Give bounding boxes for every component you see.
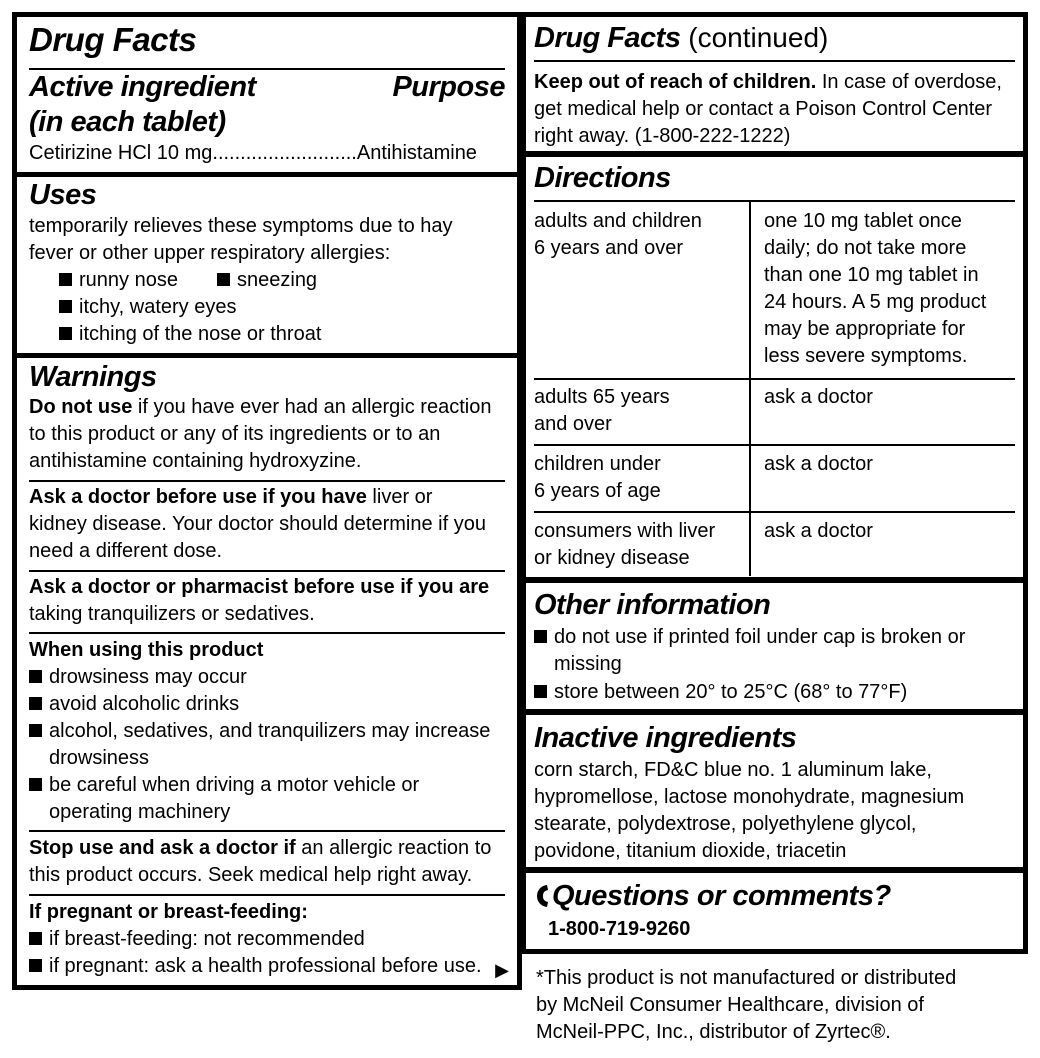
directions-who: 6 years of age [534, 480, 661, 502]
directions-panel [521, 152, 1028, 582]
directions-what: than one 10 mg tablet in [764, 264, 979, 286]
when-using-item-continued: drowsiness [49, 747, 150, 769]
uses-text-line-2: fever or other upper respiratory allergies: [29, 242, 391, 264]
inactive-ingredients-line: corn starch, FD&C blue no. 1 aluminum lake, [534, 759, 932, 781]
directions-what: one 10 mg tablet once [764, 210, 962, 232]
directions-row-rule [534, 511, 1015, 513]
warnings-divider [29, 830, 505, 832]
title-divider [29, 68, 505, 70]
stop-use-line-2: this product occurs. Seek medical help right away. [29, 864, 473, 886]
active-ingredient-heading: Active ingredient [29, 71, 256, 103]
continue-arrow-icon: ▶ [495, 960, 509, 980]
bullet-square-icon [29, 959, 42, 972]
directions-what: 24 hours. A 5 mg product [764, 291, 987, 313]
continued-title: Drug Facts (continued) [534, 22, 829, 54]
when-using-item: drowsiness may occur [29, 664, 247, 691]
pregnant-item: if breast-feeding: not recommended [29, 926, 365, 953]
questions-heading: Questions or comments? [552, 880, 891, 912]
directions-who: adults 65 years [534, 386, 670, 408]
warnings-divider [29, 632, 505, 634]
phone-icon [536, 884, 550, 908]
right-continued-panel [521, 12, 1028, 156]
when-using-item: avoid alcoholic drinks [29, 691, 239, 718]
do-not-use-line-3: antihistamine containing hydroxyzine. [29, 450, 362, 472]
directions-what: less severe symptoms. [764, 345, 968, 367]
bullet-square-icon [29, 697, 42, 710]
directions-who: or kidney disease [534, 547, 690, 569]
uses-item: sneezing [217, 267, 317, 294]
keep-out-line-2: get medical help or contact a Poison Control Center [534, 98, 993, 120]
active-ingredient-row [29, 140, 477, 167]
warnings-divider [29, 894, 505, 896]
bullet-square-icon [217, 273, 230, 286]
when-using-heading: When using this product [29, 639, 264, 661]
directions-heading: Directions [534, 162, 671, 194]
uses-heading: Uses [29, 179, 97, 211]
drug-facts-title: Drug Facts [29, 21, 197, 58]
footnote-line: by McNeil Consumer Healthcare, division of [536, 994, 924, 1016]
questions-phone-number: 1-800-719-9260 [548, 918, 691, 940]
other-info-item: store between 20° to 25°C (68° to 77°F) [534, 679, 907, 706]
bullet-square-icon [59, 300, 72, 313]
directions-top-rule [534, 200, 1015, 202]
do-not-use-line-1: Do not use if you have ever had an allergic reaction [29, 396, 492, 418]
directions-what: ask a doctor [764, 386, 873, 408]
ask-doctor-line-2: kidney disease. Your doctor should determine if you [29, 513, 486, 535]
purpose-heading: Purpose [392, 71, 505, 103]
directions-who: 6 years and over [534, 237, 683, 259]
warnings-heading: Warnings [29, 361, 157, 393]
active-ingredient-subheading: (in each tablet) [29, 106, 226, 138]
directions-what: may be appropriate for [764, 318, 966, 340]
directions-row-rule [534, 378, 1015, 380]
bullet-square-icon [534, 685, 547, 698]
bullet-square-icon [534, 630, 547, 643]
left-drug-facts-panel [12, 12, 522, 990]
inactive-ingredients-heading: Inactive ingredients [534, 722, 797, 754]
ingredient-name: Cetirizine HCl 10 mg [29, 142, 213, 164]
footnote-line: McNeil-PPC, Inc., distributor of Zyrtec®. [536, 1021, 891, 1043]
directions-who: and over [534, 413, 612, 435]
ask-pharmacist-line-1: Ask a doctor or pharmacist before use if you are [29, 576, 490, 598]
other-info-item: do not use if printed foil under cap is broken or [534, 624, 965, 651]
uses-item: itchy, watery eyes [59, 294, 236, 321]
inactive-ingredients-line: hypromellose, lactose monohydrate, magnesium [534, 786, 965, 808]
other-information-panel [521, 578, 1028, 714]
section-divider [17, 172, 517, 177]
pregnant-heading: If pregnant or breast-feeding: [29, 901, 308, 923]
when-using-item-continued: operating machinery [49, 801, 231, 823]
directions-row-rule [534, 444, 1015, 446]
leader-dots: .......................... [212, 142, 357, 164]
stop-use-line-1: Stop use and ask a doctor if an allergic reaction to [29, 837, 492, 859]
bullet-square-icon [29, 670, 42, 683]
when-using-item: be careful when driving a motor vehicle or [29, 772, 419, 799]
warnings-divider [29, 570, 505, 572]
bullet-square-icon [29, 778, 42, 791]
ask-doctor-line-1: Ask a doctor before use if you have liver or [29, 486, 433, 508]
keep-out-line-1: Keep out of reach of children. In case of overdose, [534, 71, 1002, 93]
keep-out-line-3: right away. (1-800-222-1222) [534, 125, 791, 147]
uses-text-line-1: temporarily relieves these symptoms due to hay [29, 215, 453, 237]
directions-what: ask a doctor [764, 520, 873, 542]
footnote-line: *This product is not manufactured or distributed [536, 967, 957, 989]
directions-who: children under [534, 453, 661, 475]
bullet-square-icon [29, 724, 42, 737]
ask-pharmacist-line-2: taking tranquilizers or sedatives. [29, 603, 315, 625]
other-info-item-continued: missing [554, 653, 622, 675]
ask-doctor-line-3: need a different dose. [29, 540, 223, 562]
title-divider [534, 60, 1015, 62]
when-using-item: alcohol, sedatives, and tranquilizers may increase [29, 718, 490, 745]
uses-item: itching of the nose or throat [59, 321, 321, 348]
directions-who: adults and children [534, 210, 702, 232]
bullet-square-icon [59, 327, 72, 340]
bullet-square-icon [29, 932, 42, 945]
inactive-ingredients-line: povidone, titanium dioxide, triacetin [534, 840, 847, 862]
directions-who: consumers with liver [534, 520, 716, 542]
do-not-use-line-2: to this product or any of its ingredients or to an [29, 423, 441, 445]
other-information-heading: Other information [534, 589, 771, 621]
ingredient-purpose: Antihistamine [356, 142, 477, 164]
directions-column-divider [749, 201, 751, 576]
directions-what: ask a doctor [764, 453, 873, 475]
uses-item: runny nose [59, 267, 178, 294]
inactive-ingredients-panel [521, 710, 1028, 872]
warnings-divider [29, 480, 505, 482]
questions-panel [521, 868, 1028, 954]
inactive-ingredients-line: stearate, polydextrose, polyethylene glycol, [534, 813, 917, 835]
directions-what: daily; do not take more [764, 237, 967, 259]
pregnant-item: if pregnant: ask a health professional before use. [29, 953, 482, 980]
bullet-square-icon [59, 273, 72, 286]
section-divider [17, 353, 517, 358]
